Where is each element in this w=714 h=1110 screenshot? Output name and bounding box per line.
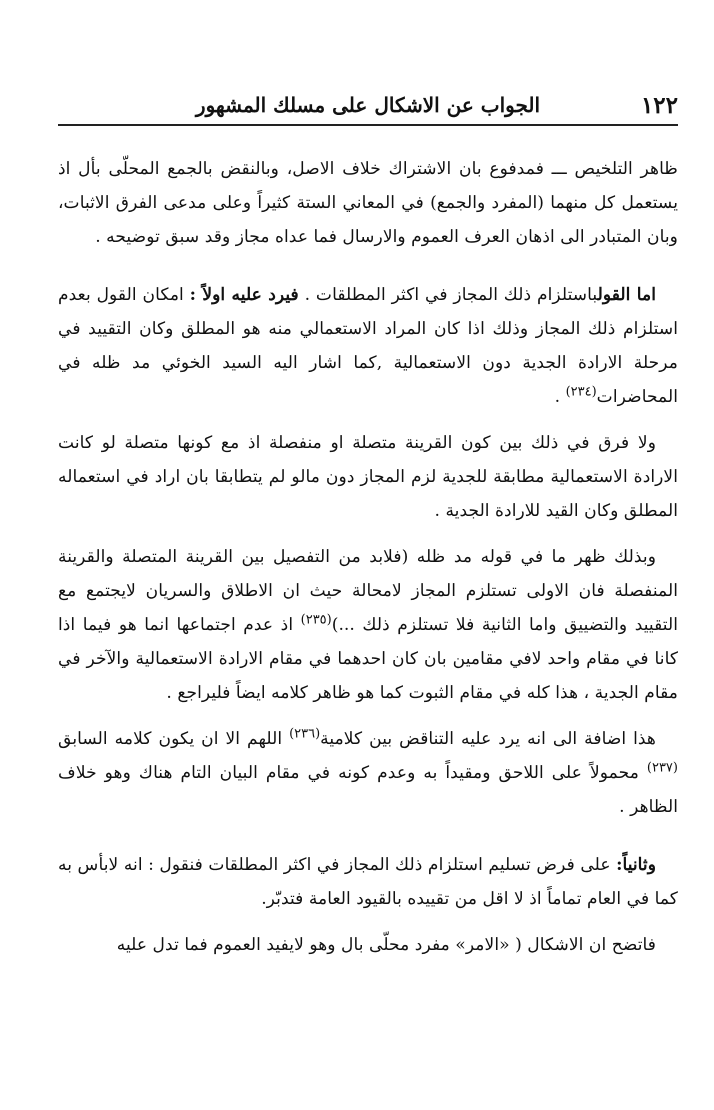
paragraph-5 <box>58 722 678 824</box>
paragraph-3 <box>58 426 678 528</box>
running-header <box>58 88 678 126</box>
paragraph-4 <box>58 540 678 710</box>
footnote-ref-234: (٢٣٤) <box>565 384 597 400</box>
paragraph-text: فاتضح ان الاشكال ( «الامر» مفرد محلّى بال وهو لايفيد العموم فما تدل عليه <box>116 935 656 955</box>
section-lead-first-objection: اما القول <box>597 285 656 305</box>
footnote-ref-236: (٢٣٦) <box>289 726 321 742</box>
paragraph-2 <box>58 278 678 414</box>
paragraph-text: وبذلك ظهر ما في قوله مد ظله (فلابد من التفصيل بين القرينة المتصلة والقرينة المنفصلة فان الاولى تستلزم المجاز لامحالة حيث ان الاطلاق والسريان لايجتمع مع التقييد والتضييق واما الثانية فلا تستلزم ذلك ...) <box>58 547 678 635</box>
footnote-ref-235: (٢٣٥) <box>300 612 332 628</box>
section-lead-second-objection: وثانياً: <box>616 855 656 875</box>
body-text <box>58 152 678 962</box>
paragraph-text: اللهم الا ان يكون كلامه السابق <box>58 729 283 749</box>
paragraph-7 <box>58 928 678 962</box>
page-number: ١٢٢ <box>640 92 678 119</box>
paragraph-text: على فرض تسليم استلزام ذلك المجاز في اكثر المطلقات فنقول : انه لابأس به كما في العام تماماً اذ لا اقل من تقييده بالقيود العامة فتدبّر. <box>58 855 678 909</box>
footnote-ref-237: (٢٣٧) <box>646 760 678 776</box>
running-title: الجواب عن الاشكال على مسلك المشهور <box>195 93 541 117</box>
paragraph-text: ظاهر التلخيص ـــ فمدفوع بان الاشتراك خلاف الاصل، وبالنقض بالجمع المحلّى بأل اذ يستعمل كل منهما (المفرد والجمع) في المعاني الستة كثيراً وعلى مدعى الفرق الاثبات، وبان المتبادر الى اذهان العرف العموم والارسال فما عداه مجاز وقد سبق توضيحه . <box>58 159 678 247</box>
paragraph-text: هذا اضافة الى انه يرد عليه التناقض بين كلامية <box>320 729 656 749</box>
paragraph-text: امكان القول بعدم استلزام ذلك المجاز وذلك اذا كان المراد الاستعمالي منه هو المطلق وكان التقييد في مرحلة الارادة الجدية دون الاستعمالية ,كما اشار اليه السيد الخوئي مد ظله في المحاضرات <box>58 285 678 407</box>
paragraph-text: اذ عدم اجتماعها انما هو فيما اذا كانا في مقام واحد لافي مقامين بان كان احدهما في مقام الارادة الاستعمالية والآخر في مقام الجدية ، هذا كله في مقام الثبوت كما هو ظاهر كلامه ايضاً فليراجع . <box>58 615 678 703</box>
paragraph-text: محمولاً على اللاحق ومقيداً به وعدم كونه في مقام البيان التام هناك وهو خلاف الظاهر . <box>58 763 678 817</box>
paragraph-1 <box>58 152 678 254</box>
paragraph-text: باستلزام ذلك المجاز في اكثر المطلقات . <box>304 285 598 305</box>
paragraph-end-mark: . <box>554 387 561 407</box>
paragraph-6 <box>58 848 678 916</box>
response-marker: فيرد عليه اولاً : <box>189 285 299 305</box>
document-page <box>58 88 678 1088</box>
paragraph-text: ولا فرق في ذلك بين كون القرينة متصلة او منفصلة اذ مع كونها متصلة لو كانت الارادة الاستعمالية مطابقة للجدية لزم المجاز دون مالو لم يتطابقا بان اراد في استعماله المطلق وكان القيد للارادة الجدية . <box>58 433 678 521</box>
